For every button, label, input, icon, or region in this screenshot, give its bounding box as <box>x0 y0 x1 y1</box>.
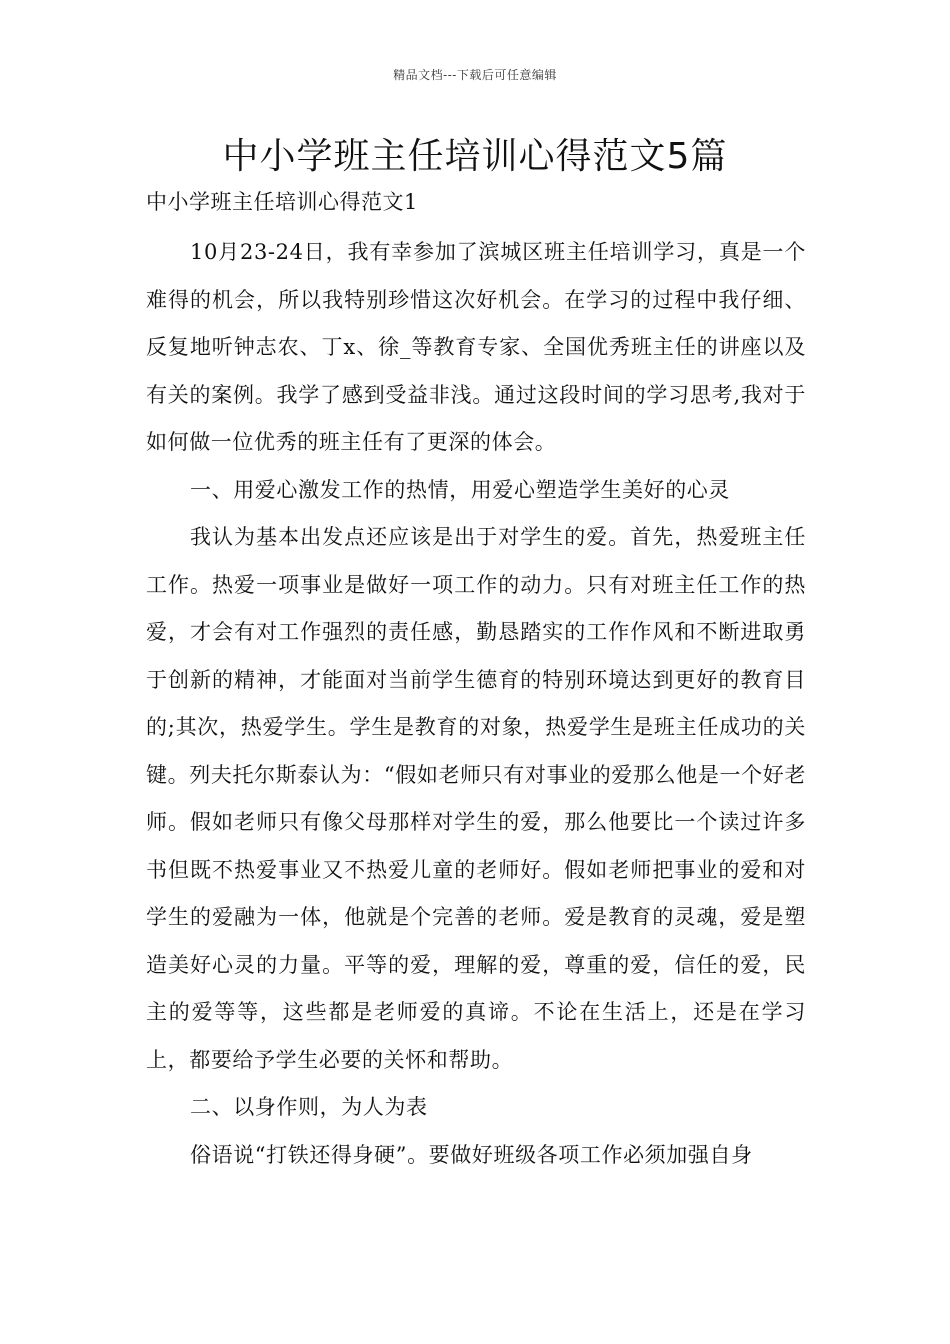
section-title: 中小学班主任培训心得范文1 <box>146 190 418 214</box>
paragraph-intro: 10月23-24日，我有幸参加了滨城区班主任培训学习，真是一个难得的机会，所以我特别珍惜这次好机会。在学习的过程中我仔细、反复地听钟志农、丁x、徐_等教育专家、全国优秀班主任的讲座以及有关的案例。我学了感到受益非浅。通过这段时间的学习思考,我对于如何做一位优秀的班主任有了更深的体会。 <box>146 240 806 454</box>
paragraph-heading-two: 二、以身作则，为人为表 <box>190 1095 428 1119</box>
paragraph-heading-one: 一、用爱心激发工作的热情，用爱心塑造学生美好的心灵 <box>190 477 730 502</box>
document-body <box>146 229 806 1179</box>
paragraph-proverb: 俗语说“打铁还得身硬”。要做好班级各项工作必须加强自身 <box>190 1142 753 1167</box>
document-title: 中小学班主任培训心得范文5篇 <box>222 136 728 177</box>
header-note: 精品文档---下载后可任意编辑 <box>393 68 557 82</box>
paragraph-love: 我认为基本出发点还应该是出于对学生的爱。首先，热爱班主任工作。热爱一项事业是做好一项工作的动力。只有对班主任工作的热爱，才会有对工作强烈的责任感，勤恳踏实的工作作风和不断进取勇于创新的精神，才能面对当前学生德育的特别环境达到更好的教育目的;其次，热爱学生。学生是教育的对象，热爱学生是班主任成功的关键。列夫托尔斯泰认为：“假如老师只有对事业的爱那么他是一个好老师。假如老师只有像父母那样对学生的爱，那么他要比一个读过许多书但既不热爱事业又不热爱儿童的老师好。假如老师把事业的爱和对学生的爱融为一体，他就是个完善的老师。爱是教育的灵魂，爱是塑造美好心灵的力量。平等的爱，理解的爱，尊重的爱，信任的爱，民主的爱等等，这些都是老师爱的真谛。不论在生活上，还是在学习上，都要给予学生必要的关怀和帮助。 <box>146 525 806 1072</box>
